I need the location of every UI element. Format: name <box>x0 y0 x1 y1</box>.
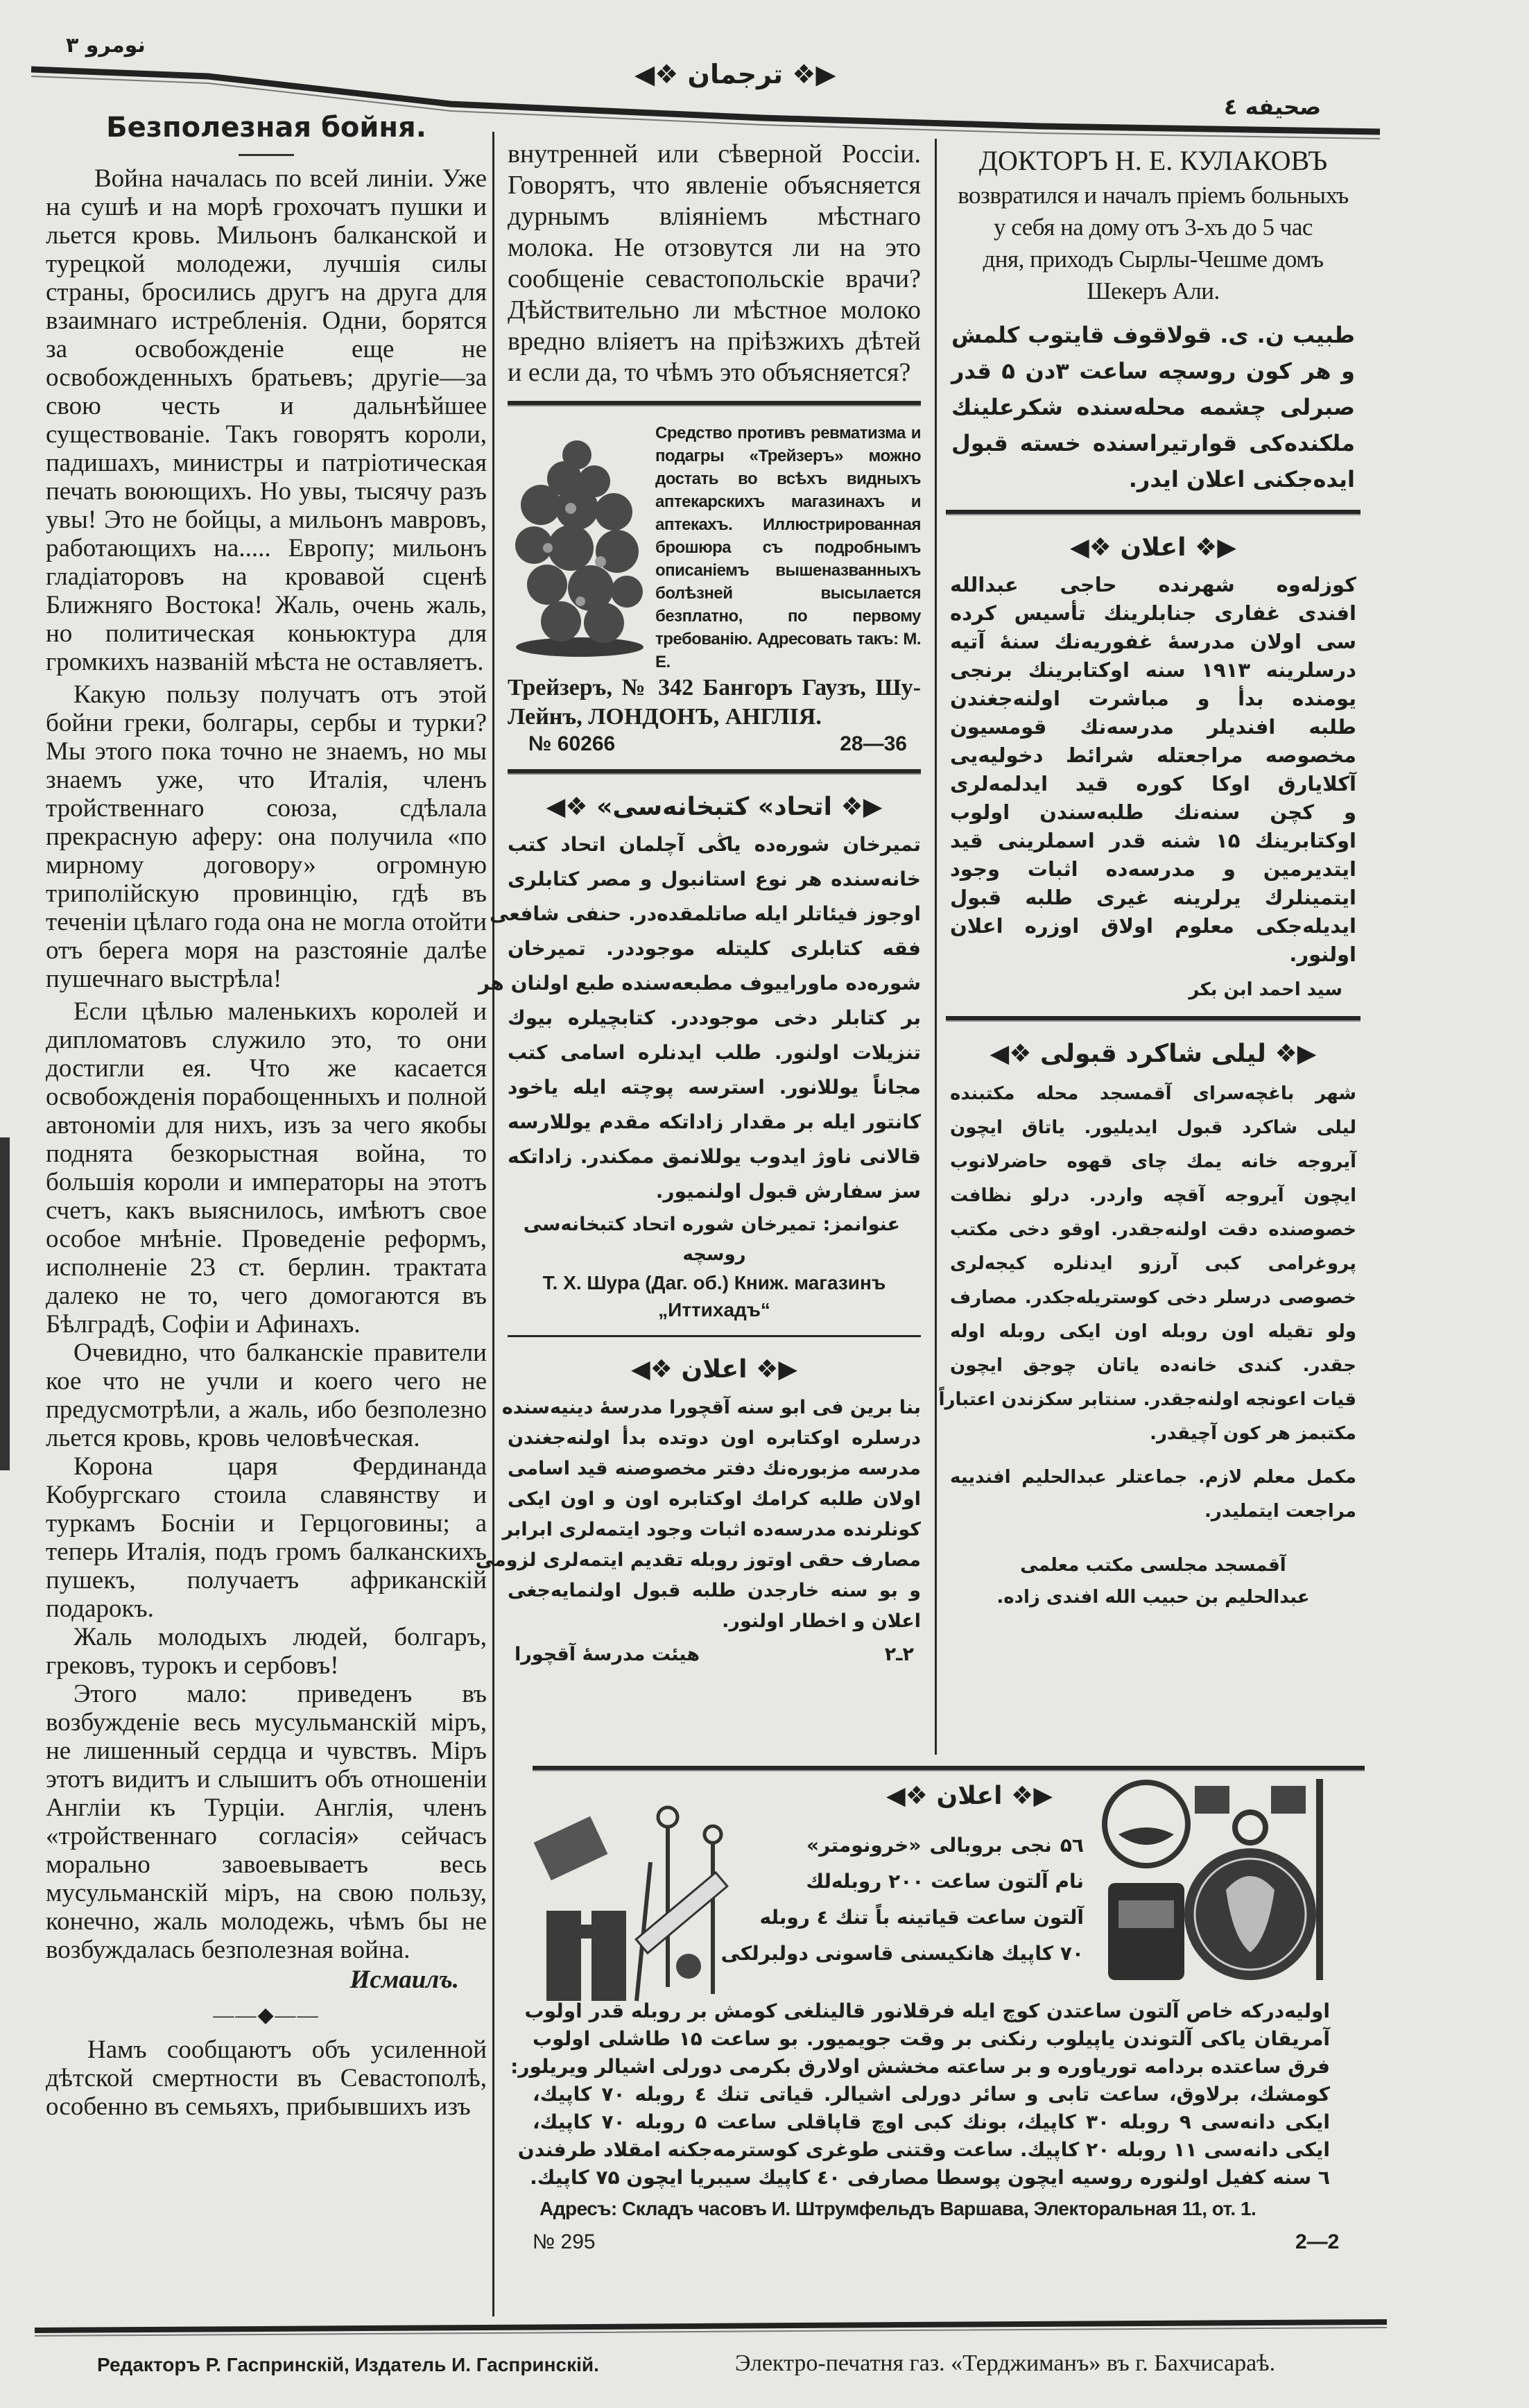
text-line: تمیرخان شوره‌ده یاڭی آچلمان اتحاد کتب <box>508 833 921 856</box>
text-line: جقدر. کندی خانه‌ده یاتان چوجق ایچون <box>950 1355 1356 1376</box>
text-line: کونلرنده مدرسه‌ده اثبات وجود ایتمه‌لری ابرابر <box>502 1519 921 1540</box>
text-line: مکتبمز هر کون آچیقدر. <box>1150 1423 1356 1444</box>
footer-editor: Редакторъ Р. Гаспринскій, Издатель И. Гаспринскій. <box>97 2354 599 2375</box>
ad-divider <box>946 510 1360 515</box>
text-line: اولنور. <box>1289 943 1356 966</box>
text-line: خانه‌سنده هر نوع استانبول و مصر کتابلری <box>508 868 921 891</box>
paper-name: ترجمان <box>687 59 784 89</box>
ad-divider <box>508 1335 921 1337</box>
text-line: کومشك، برلاوق، ساعت تابی و سائر دورلی اشیالر. قیاتی تنك ٤ روبله ۷۰ کاپیك، <box>533 2083 1330 2106</box>
text-line: مکمل معلم لازم. جماعتلر عبدالحلیم افندییه <box>950 1467 1356 1488</box>
ad-divider <box>946 1016 1360 1022</box>
page-edge-mark <box>0 1137 10 1470</box>
column-divider <box>492 132 494 2316</box>
text-line: فرق ساعتده بردامه توریاوره و بر ساعته مخشش اولارق بکرمی دورلی اشیالر ویریلور: <box>510 2055 1330 2078</box>
text-line: مراجعت ایتملیدر. <box>1204 1501 1356 1522</box>
ad-number: № 295 <box>533 2230 596 2253</box>
ad-address-ru: Т. Х. Шура (Даг. об.) Книж. магазинъ <box>542 1272 886 1293</box>
text-line: صبرلی چشمه محله‌سنده شکرعلینك <box>951 394 1355 420</box>
text-line: کانتور ایله بر مقدار زاداتکه مقدم یوللارسه <box>508 1110 921 1133</box>
akchura-school-notice <box>475 1352 921 1669</box>
ad-address: Трейзеръ, № 342 Бангоръ Гаузъ, Шу-Лейнъ, ЛОНДОНЪ, АНГЛІЯ. <box>508 675 921 730</box>
text-line: آمریقان یاکی آلتوندن یاپیلوب رنکنی بر وقت جویمیور. بو ساعت ۱۵ طاشلی اولوب <box>533 2027 1330 2050</box>
ad-number: № 60266 <box>528 732 616 755</box>
issue-number: نومرو ۳ <box>66 33 146 58</box>
ornament-right-icon: ❖▶ <box>1195 533 1237 562</box>
notice-body <box>475 1393 921 1637</box>
text-line: اوجوز فیئاتلر ایله صاتلمقده‌در. حنفی شافعی <box>489 902 921 925</box>
column-divider <box>935 139 937 1755</box>
text-line: ایده‌جکنی اعلان ایدر. <box>1128 466 1355 492</box>
ornament-right-icon: ❖▶ <box>1275 1040 1317 1068</box>
watches-illustration-icon <box>1087 1779 1337 1987</box>
ornament-left-icon: ◀❖ <box>634 59 679 89</box>
ornament-left-icon: ◀❖ <box>886 1782 928 1810</box>
paragraph: Корона царя Фердинанда Кобургскаго стоила славянству и туркамъ Босніи и Герцоговины; а теперь Италія, подъ громъ балканскихъ пушекъ, получаетъ африканскій подарокъ. <box>46 1452 487 1623</box>
title-divider <box>239 154 294 156</box>
boarding-student-notice <box>938 1037 1360 1613</box>
text-line: درسلرینه ۱۹۱۳ سنه اوکتابرینك برنجی <box>950 658 1357 682</box>
notice-heading: اعلان <box>681 1355 748 1384</box>
text-line: اوکتابرینك ۱۵ شنه قدر اسملرینی قید <box>950 829 1356 852</box>
text-line: اعلان و اخطار اولنور. <box>722 1610 921 1632</box>
notice-signature: هیئت مدرسهٔ آقچورا <box>515 1644 700 1665</box>
section-divider-ornament: ——◆—— <box>213 2004 320 2027</box>
text-line: بنا برین فی ابو سنه آقچورا مدرسهٔ دینیه‌سنده <box>501 1397 921 1418</box>
notice-signature: سید احمد ابن بکر <box>1189 979 1342 1000</box>
ad-address-ru: Адресъ: Складъ часовъ И. Штрумфельдъ Варшава, Электоральная 11, от. 1. <box>539 2198 1256 2219</box>
text-line: مدرسه مزبوره‌نك دفتر مخصوصنه قید اسامی <box>508 1458 921 1479</box>
text-line: آیروجه خانه یمك چای قهوه حاضرلانوب <box>950 1151 1356 1172</box>
ad-divider <box>508 769 921 775</box>
text-line: و بو سنه خارجدن طلبه قبول اولنمایه‌جغی <box>508 1580 921 1601</box>
text-line: возвратился и началъ пріемъ больныхъ <box>958 182 1349 209</box>
treizer-advertisement <box>508 422 921 757</box>
article-useless-slaughter <box>46 111 487 2121</box>
text-line: قالانی ناوژ ایدوب یوللانمق ممکندر. زاداتکه <box>508 1145 921 1168</box>
text-line: نام آلتون ساعت ۲۰۰ روبله‌لك <box>806 1870 1084 1893</box>
notice-heading: اعلان <box>1120 533 1186 562</box>
text-line: ایدیله‌جکی معلوم اولاق اوزره اعلان <box>950 914 1356 938</box>
notice-signature-title: آقمسجد مجلسی مکتب معلمی <box>1020 1555 1286 1576</box>
text-line: ۷۰ کاپیك هانکیسنی قاسونی دولبرلکی <box>720 1942 1084 1965</box>
text-line: у себя на дому отъ 3-хъ до 5 час <box>994 214 1313 241</box>
paragraph: Какую пользу получатъ отъ этой бойни греки, болгары, сербы и турки? Мы этого пока точно не знаемъ, но мы знаемъ уже, что Италія, членъ тройственнаго союза, сдѣлала прекрасную аферу: она получила «по мирному договору» огромную триполійскую провинцію, гдѣ въ теченіи цѣлаго года она не могла отойти отъ берега моря на разстояніе далѣе пушечнаго выстрѣла! <box>46 680 487 993</box>
ad-run: 28—36 <box>840 732 907 755</box>
text-line: اولان طلبه کرامك اوکتابره اون و اون ایکی <box>508 1488 921 1510</box>
text-line: ملکنده‌کی قوارتیراسنده خسته قبول <box>951 430 1355 456</box>
text-line: سز سفارش قبول اولنمیور. <box>655 1180 921 1203</box>
paragraph: Если цѣлью маленькихъ королей и дипломатовъ служило это, то они достигли ея. Что же касается освобожденія порабощенныхъ и полной автономіи для нихъ, изъ за чего якобы поднята безкорыстная война, то большія короли и императоры на этотъ счетъ, какъ выяснилось, имѣютъ свое особое мнѣніе. Проведеніе реформъ, исполненіе 23 ст. берлин. трактата далеко не то, чего домогаются въ Бѣлградѣ, Софіи и Афинахъ. <box>46 997 487 1339</box>
middle-column <box>475 139 921 1669</box>
page-number: صحیفه ٤ <box>1224 94 1322 120</box>
text-line: ایکی دانه‌سی ۱۱ روبله ۲۰ کاپیك. ساعت وقتنی طوغری کوسترمه‌جکنه امقلاد طرفندن <box>517 2138 1330 2161</box>
article-continuation: внутренней или сѣверной Россіи. Говорятъ, что явленіе объясняется дурнымъ вліяніемъ мѣстнаго молока. Не отзовутся ли на это сообщеніе севастопольскіе врачи? Дѣйствительно ли мѣстное молоко вредно вліяетъ на пріѣзжихъ дѣтей и если да, то чѣмъ это объясняется? <box>508 139 921 387</box>
text-line: یومنده بدأ و مباشرت اولنه‌جغندن <box>950 687 1356 710</box>
text-line: شهر باغچه‌سرای آقمسجد محله مکتبنده <box>950 1083 1356 1104</box>
ad-address-lang: روسچه <box>682 1244 746 1265</box>
ornament-right-icon: ❖▶ <box>756 1355 798 1384</box>
text-line: ولو تقیله اون روبله اون ایکی روبله اوله <box>950 1321 1356 1342</box>
notice-extra <box>950 1461 1356 1529</box>
text-line: قیات اعونجه اولنه‌جقدر. سنتابر سکزندن اعتباراً <box>938 1389 1356 1410</box>
text-line: درسلره اوکتابره اون دوتده بدأ اولنه‌جغندن <box>508 1427 921 1449</box>
text-line: و کچن سنه‌نك طلبه‌سندن اولوب <box>950 800 1356 824</box>
ad-run: 2—2 <box>1295 2230 1340 2253</box>
ad-shop-name: „Иттихадъ“ <box>658 1299 770 1321</box>
text-line: مصارف حقی اوتوز روبله تقدیم ایتمه‌لری لزومی <box>475 1549 921 1571</box>
right-column <box>938 142 1360 1613</box>
ad-body <box>478 827 921 1209</box>
gafuriya-school-notice <box>946 531 1360 1004</box>
ad-divider <box>533 1766 1365 1771</box>
text-line: تنزیلات اولنور. طلب ایدنلره اسامی کتب <box>508 1041 921 1064</box>
footer-rule <box>0 2315 1529 2350</box>
ornament-right-icon: ❖▶ <box>840 793 883 821</box>
ad-address-tr: عنوانمز: تمیرخان شوره اتحاد کتبخانه‌سی <box>523 1214 900 1235</box>
text-line: طبیب ن. ی. قولاقوف قایتوب کلمش <box>951 322 1355 348</box>
doctor-ad-turkic <box>946 317 1360 497</box>
ornament-right-icon: ❖▶ <box>792 59 836 89</box>
author-signature: Исмаилъ. <box>349 1966 459 1994</box>
paragraph: Очевидно, что балканскіе правители кое что не учли и коего чего не предусмотрѣли, а жаль, ибо безполезно льется кровь, кровь человѣческая. <box>46 1339 487 1452</box>
text-line: افندی غفاری جنابلرینك تأسیس کرده <box>950 601 1356 625</box>
text-line: مجاناً یوللانور. استرسه پوچته ایله یاخود <box>508 1076 921 1099</box>
text-line: ۵٦ نجی بروبالی «خرونومتر» <box>806 1834 1084 1857</box>
text-line: بر کتابلر دخی موجوددر. کتابچیلره بیوك <box>508 1006 921 1029</box>
text-line: آلتون ساعت قیاتینه باً تنك ٤ روبله <box>759 1906 1084 1929</box>
text-line: اولیه‌درکه خاص آلتون ساعتدن کوچ ایله فرقلانور قالینلغی کومش بر روبله قدر اولوب <box>524 2000 1330 2022</box>
text-line: ٦ سنه کفیل اولنوره روسیه ایچون پوسطا مصارفی ٤۰ کاپیك سیبریا ایچون ۷۵ کاپیك. <box>530 2166 1330 2189</box>
text-line: آکلایارق اوکا کوره قید ایدلمه‌لری <box>950 772 1356 796</box>
notice-signature-name: عبدالحلیم بن حبیب الله افندی زاده. <box>996 1587 1310 1608</box>
ad-body <box>946 180 1360 307</box>
paragraph: Этого мало: приведенъ въ возбужденіе весь мусульманскій міръ, не лишенный сердца и чувствъ. Міръ этотъ видитъ и слышитъ объ отношеніи Англіи къ Турціи. Англія, членъ «тройственнаго согласія» сейчасъ морально завоевываетъ весь мусульманскій міръ, на свою пользу, конечно, жаль молодежь, чѣмъ бы не возбуждалась безполезная война. <box>46 1680 487 1964</box>
text-line: ایچون آیروجه آقچه واردر. درلو نظافت <box>950 1185 1356 1206</box>
ornament-left-icon: ◀❖ <box>546 793 588 821</box>
text-line: طلبه افندیلر مدرسه‌نك قومسیون <box>950 715 1356 739</box>
text-line: خصوصنده دقت اولنه‌جقدر. اوقو دخی مکتب <box>950 1219 1356 1240</box>
ornament-left-icon: ◀❖ <box>630 1355 673 1384</box>
ad-body <box>510 1997 1330 2192</box>
ornament-right-icon: ❖▶ <box>1011 1782 1053 1810</box>
ittihad-bookshop-advertisement <box>478 790 921 1323</box>
ad-title: ДОКТОРЪ Н. Е. КУЛАКОВЪ <box>978 145 1328 176</box>
text-line: خصوصی درسلر دخی کوستریله‌جکدر. مصارف <box>950 1287 1356 1308</box>
text-line: فقه کتابلری کلیتله موجوددر. تمیرخان <box>508 937 921 960</box>
article-title: Безполезная бойня. <box>106 112 426 144</box>
ad-intro <box>720 1828 1084 1972</box>
text-line: дня, приходъ Сырлы-Чешме домъ <box>983 246 1324 273</box>
text-line: کوزله‌وه شهرنده حاجی عبدالله <box>950 573 1356 596</box>
paragraph: Жаль молодыхъ людей, болгаръ, грековъ, турокъ и сербовъ! <box>46 1623 487 1680</box>
paragraph: Война началась по всей линіи. Уже на сушѣ и на морѣ грохочатъ пушки и льется кровь. Мильонъ балканской и турецкой молодежи, лучшія силы страны, бросились другъ на друга для взаимнаго истребленія. Одни, борятся за освобожденіе еще не освобожденныхъ братьевъ; другіе—за свою честь и дальнѣйшее существованіе. Такъ говорятъ короли, падишахъ, министры и патріотическая печать воюющихъ. Но увы, тысячу разъ увы! Это не бойцы, а мильонъ мавровъ, работающихъ на..... Европу; мильонъ гладіаторовъ на кровавой сценѣ Ближняго Востока! Жаль, очень жаль, но политическая коньюктура для громкихъ названій мѣста не оставляетъ. <box>46 164 487 676</box>
notice-heading: لیلی شاکرد قبولی <box>1040 1040 1266 1068</box>
text-line: پروغرامی کبی آرزو ایدنلره کیجه‌لری <box>950 1253 1356 1274</box>
news-note: Намъ сообщаютъ объ усиленной дѣтской смертности въ Севастополѣ, особенно въ семьяхъ, прибывшихъ изъ <box>46 2036 487 2121</box>
text-line: و هر کون روسچه ساعت ۳دن ۵ قدر <box>951 358 1356 384</box>
plant-illustration-icon <box>508 429 650 657</box>
text-line: ایکی دانه‌سی ۹ روبله ۳۰ کاپیك، بونك کبی اوچ قاپاقلی ساعت ۵ روبله ۷۰ کاپیك، <box>533 2110 1330 2133</box>
text-line: ایتمینلرك یرلرینه غیری طلبه قبول <box>950 886 1356 909</box>
text-line: مخصوصه مراجعتله شرائط دخولیه‌یی <box>950 743 1356 767</box>
watch-advertisement <box>510 1779 1365 2278</box>
text-line: شوره‌ده ماوراییوف مطبعه‌سنده طبع اولنان هر <box>478 972 921 995</box>
text-line: لیلی شاکرد قبول ایدیلیور. یاتاق ایچون <box>950 1117 1356 1138</box>
text-line: سی اولان مدرسهٔ غفوریه‌نك سنهٔ آتیه <box>950 630 1356 653</box>
ad-heading: اعلان <box>936 1782 1003 1810</box>
text-line: Шекеръ Али. <box>1087 277 1220 304</box>
ad-divider <box>508 401 921 406</box>
footer-printer: Электро-печатня газ. «Терджиманъ» въ г. Бахчисараѣ. <box>735 2350 1276 2376</box>
ad-heading: «اتحاد» کتبخانه‌سی <box>596 793 832 821</box>
ornament-left-icon: ◀❖ <box>990 1040 1032 1068</box>
ad-text: Средство противъ ревматизма и подагры «Трейзеръ» можно достать во всѣхъ видныхъ аптекарскихъ магазинахъ и аптекахъ. Иллюстрированная брошюра съ подробнымъ описаніемъ вышеназванныхъ болѣзней высылается безплатно, по первому требованію. Адресовать такъ: М. Е. <box>655 424 921 671</box>
text-line: ایتدیرمین و مدرسه‌ده اثبات وجود <box>950 857 1356 881</box>
doctor-kulakov-advertisement <box>946 142 1360 307</box>
notice-body <box>938 1077 1356 1451</box>
ornament-left-icon: ◀❖ <box>1069 533 1112 562</box>
notice-body <box>950 571 1356 969</box>
notice-run: ۲ـ۲ <box>884 1644 914 1665</box>
